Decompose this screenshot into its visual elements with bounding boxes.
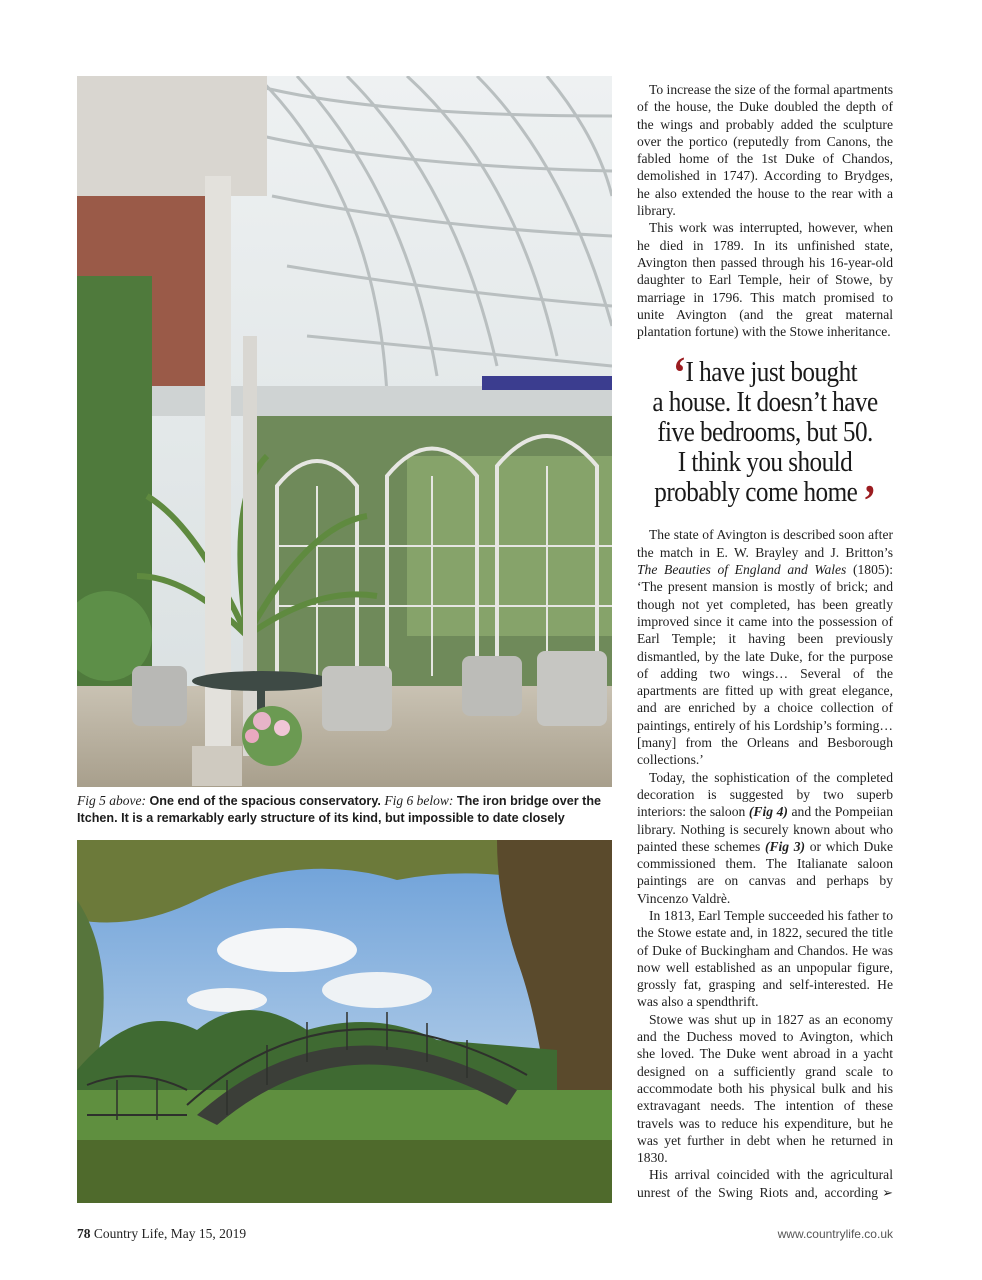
pull-quote-line-1: I have just bought — [685, 357, 858, 389]
pull-quote — [639, 348, 891, 526]
article-column — [637, 81, 893, 1202]
book-title: The Beauties of England and Wales — [637, 562, 847, 578]
website-url: www.countrylife.co.uk — [777, 1227, 893, 1241]
paragraph-work-interrupted: This work was interrupted, however, when he died in 1789. In its unfinished state, Avington then passed through his 16-year-old daughter to Earl Temple, heir of Stowe, by marriage in 1796. This match promised to unite Avington (and the great maternal plantation fortune) with the Stowe inheritance. — [637, 220, 893, 340]
publication-name-date: Country Life, May 15, 2019 — [93, 1226, 247, 1241]
pull-quote-line-4: I think you should — [677, 447, 853, 479]
fig6-label: Fig 6 below: — [384, 793, 454, 808]
text-run: His arrival coincided with the agricultural unrest of the Swing Riots and, according — [637, 1167, 893, 1200]
fig6-caption-text: The iron bridge over the Itchen. It is a remarkably early structure of its kind, but impossible to date closely — [77, 794, 602, 825]
iron-bridge-photo — [77, 840, 612, 1203]
continue-arrow-icon: ➢ — [882, 1185, 893, 1201]
paragraph-state-of-avington — [637, 526, 893, 768]
pull-quote-line-5: probably come home — [654, 477, 858, 509]
text-run: and the Pompeiian library. Nothing is securely known about who painted these schemes — [637, 804, 894, 854]
conservatory-photo — [77, 76, 612, 787]
photo-caption — [77, 792, 617, 827]
paragraph-formal-apartments: To increase the size of the formal apartments of the house, the Duke doubled the depth of the wings and probably added the sculpture over the portico (reputedly from Canons, the fabled home of the 1st Duke of Chandos, demolished in 1747). According to Brydges, he also extended the house to the rear with a library. — [637, 82, 894, 219]
pull-quote-line-3: five bedrooms, but 50. — [657, 417, 873, 449]
fig3-reference: (Fig 3) — [764, 838, 806, 854]
paragraph-earl-temple-1813: In 1813, Earl Temple succeeded his father to the Stowe estate and, in 1822, secured the title of Duke of Buckingham and Chandos. He was now well established as an unpopular figure, grossly fat, grasping and self-interested. He was also a spendthrift. — [637, 907, 893, 1010]
text-run: or which Duke commissioned them. The Italianate saloon paintings are on canvas and perhaps by Vincenzo Valdrè. — [637, 838, 893, 906]
paragraph-stowe-shut-up: Stowe was shut up in 1827 as an economy and the Duchess moved to Avington, which she loved. The Duke went abroad in a yacht designed on a sufficiently grand scale to accommodate both his physical bulk and his extravagant needs. The intention of these travels was to reduce his expenditure, but he was yet further in debt when he returned in 1830. — [637, 1011, 893, 1166]
paragraph-sophistication — [637, 769, 893, 907]
text-run: (1805): ‘The present mansion is mostly of brick; and though not yet completed, has been greatly improved since it came into the possession of Earl Temple; it having been previously dismantled, by the late Duke, for the purpose of adding two wings… Several of the apartments are fitted up with great elegance, and are enriched by a choice collection of paintings, entirely of his Lordship’s forming… [many] from the Orleans and Besborough collections.’ — [637, 562, 893, 768]
open-quote-mark: ‘ — [672, 348, 686, 398]
fig5-label: Fig 5 above: — [77, 793, 146, 808]
fig5-caption-text: One end of the spacious conservatory. — [149, 794, 381, 808]
paragraph-swing-riots — [637, 1166, 893, 1202]
pull-quote-line-2: a house. It doesn’t have — [652, 387, 878, 419]
close-quote-mark: ’ — [863, 476, 876, 526]
page-number: 78 — [77, 1226, 91, 1241]
fig4-reference: (Fig 4) — [748, 804, 788, 820]
text-run: The state of Avington is described soon after the match in E. W. Brayley and J. Britton’s — [637, 527, 893, 560]
text-run: Today, the sophistication of the completed decoration is suggested by two superb interiors: the saloon — [637, 769, 893, 820]
page-footer-left — [77, 1226, 246, 1242]
